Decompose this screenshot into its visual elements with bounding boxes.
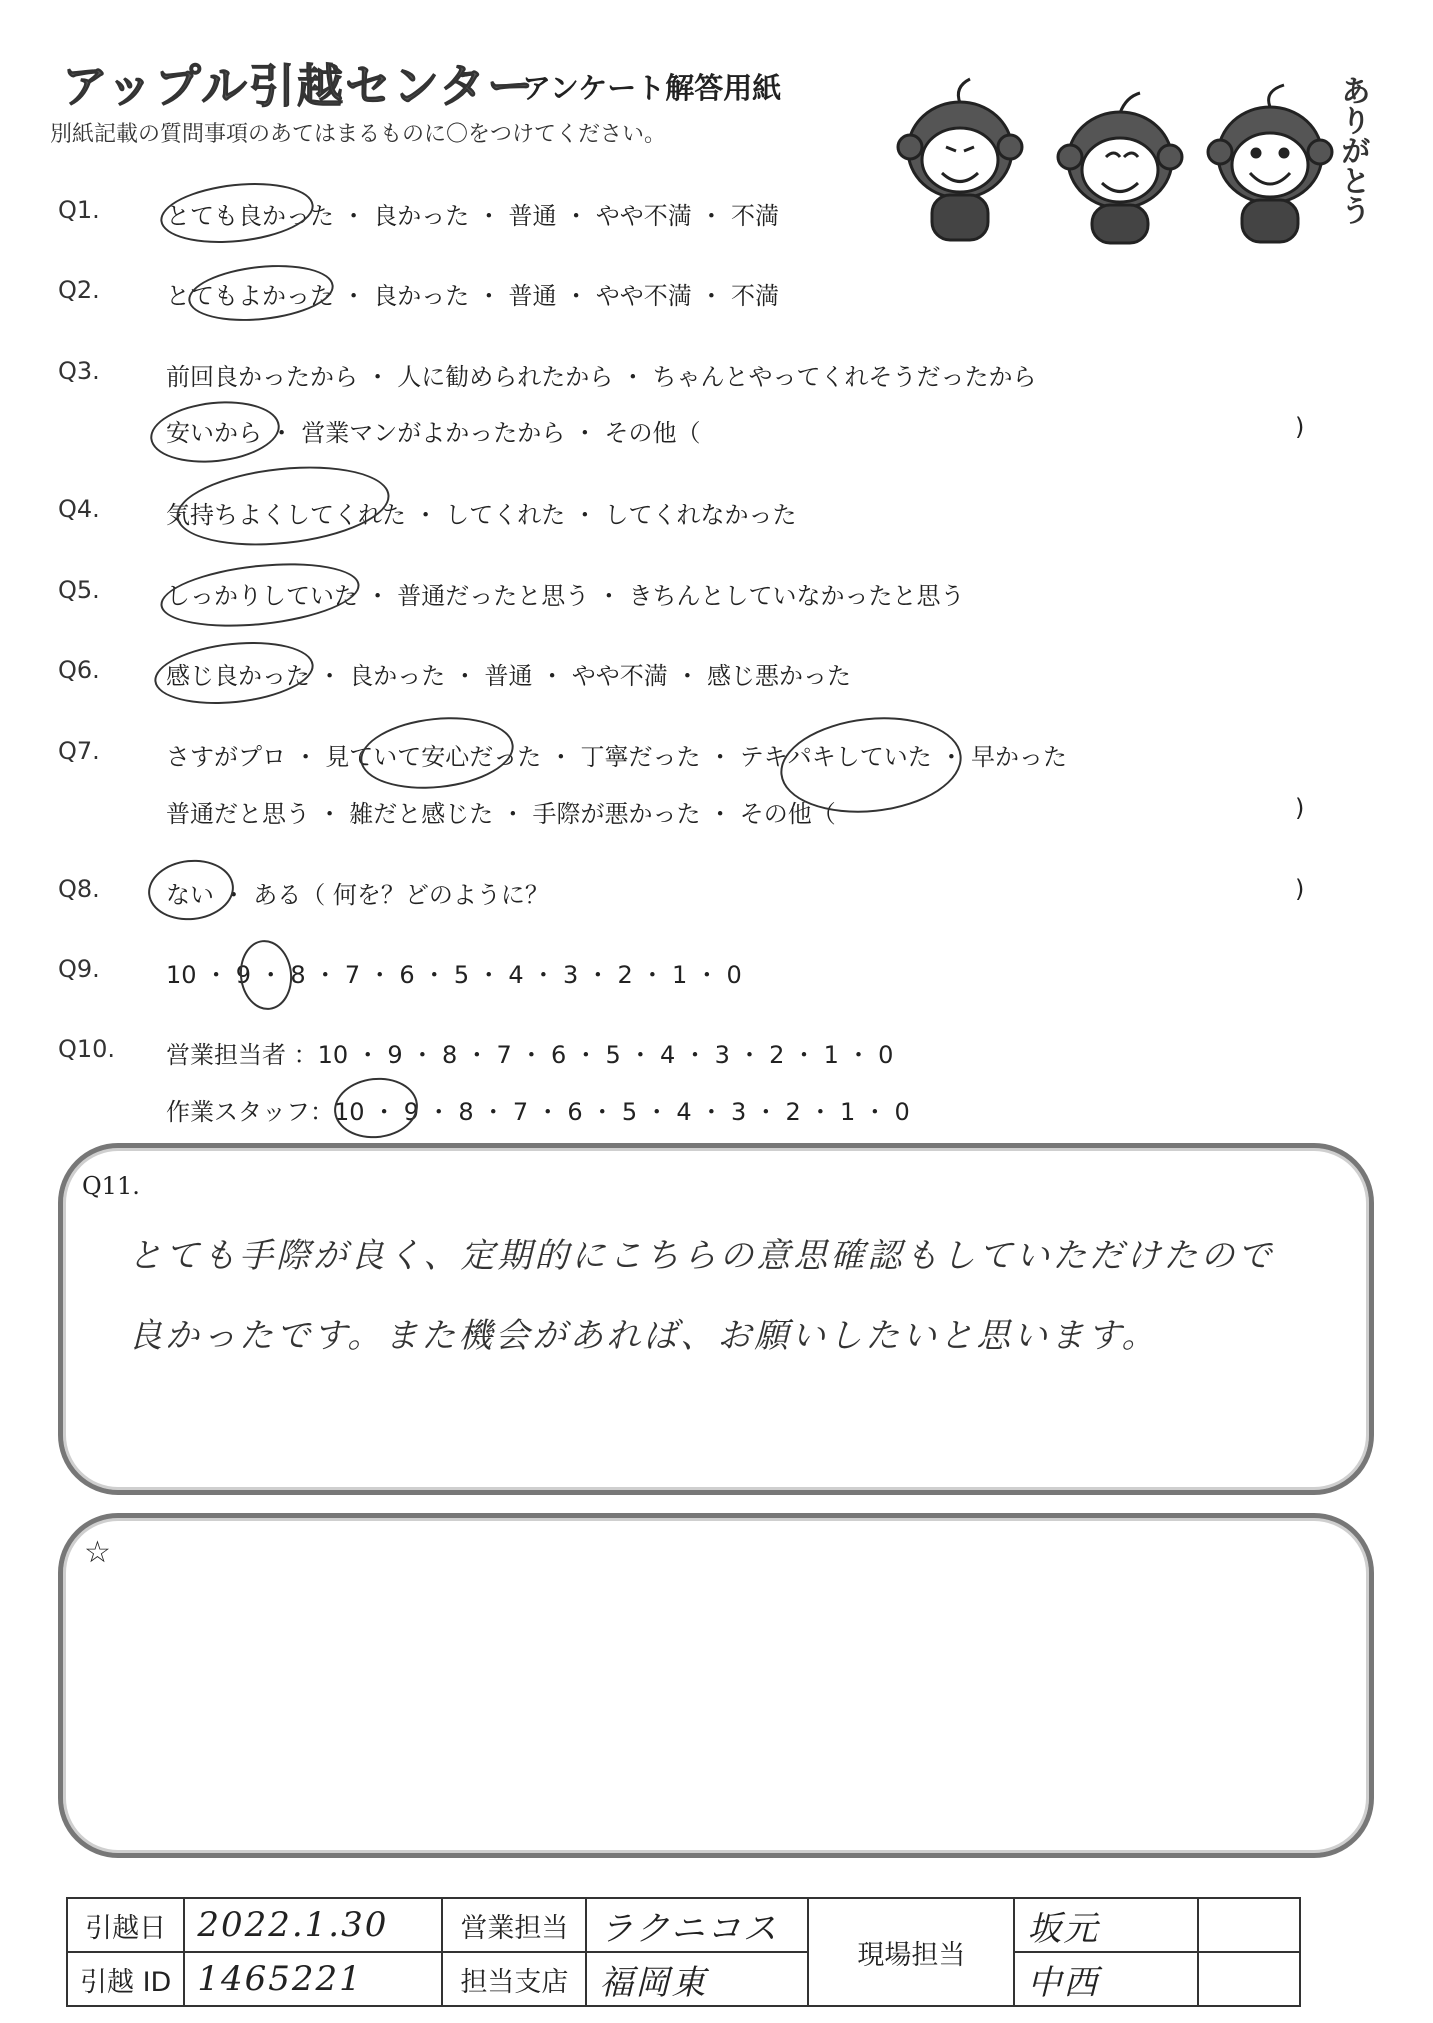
q2-options: とてもよかった ・ 良かった ・ 普通 ・ やや不満 ・ 不満 <box>166 282 780 310</box>
q3-options-line1: 前回良かったから ・ 人に勧められたから ・ ちゃんとやってくれそうだったから <box>166 363 1037 391</box>
q7-options-line1: さすがプロ ・ 見ていて安心だった ・ 丁寧だった ・ テキパキしていた ・ 早かった <box>166 743 1068 771</box>
q10-label: Q10. <box>58 1035 116 1063</box>
q4-options: 気持ちよくしてくれた ・ してくれた ・ してくれなかった <box>166 501 797 529</box>
branch-value: 福岡東 <box>586 1952 808 2006</box>
selection-circle <box>173 457 394 555</box>
selection-circle <box>145 856 237 925</box>
move-info-table <box>66 1897 1301 2007</box>
move-date-value: 2022.1.30 <box>184 1898 442 1952</box>
star-icon: ☆ <box>84 1535 111 1570</box>
q8-close-paren: ) <box>1295 875 1305 903</box>
sales-label: 営業担当 <box>442 1898 586 1952</box>
q8-label: Q8. <box>58 875 100 903</box>
selection-circle <box>157 555 362 636</box>
mascot-thanks-text: ありがとう <box>1335 75 1370 225</box>
q6-options: 感じ良かった ・ 良かった ・ 普通 ・ やや不満 ・ 感じ悪かった <box>166 662 852 690</box>
selection-circle <box>186 259 337 328</box>
site-staff2-value: 中西 <box>1014 1952 1198 2006</box>
q3-options-line2: 安いから ・ 営業マンがよかったから ・ その他（ <box>166 419 701 447</box>
q1-label: Q1. <box>58 196 100 224</box>
q8-options: ない ・ ある（ 何を？どのように？ <box>166 881 549 909</box>
site-label: 現場担当 <box>808 1898 1014 2006</box>
q6-label: Q6. <box>58 656 100 684</box>
mascot-illustration <box>880 55 1360 245</box>
site-staff1-value: 坂元 <box>1014 1898 1198 1952</box>
q3-label: Q3. <box>58 357 100 385</box>
form-instruction: 別紙記載の質問事項のあてはまるものに〇をつけてください。 <box>50 122 667 147</box>
q5-label: Q5. <box>58 576 100 604</box>
selection-circle <box>331 1074 421 1142</box>
selection-circle <box>236 937 295 1012</box>
q7-options-line2: 普通だと思う ・ 雑だと感じた ・ 手際が悪かった ・ その他（ <box>166 800 836 828</box>
selection-circle <box>157 176 316 250</box>
q7-label: Q7. <box>58 737 100 765</box>
q3-close-paren: ) <box>1295 413 1305 441</box>
move-id-label: 引越 ID <box>67 1952 184 2006</box>
company-title: アップル引越センター <box>62 59 536 113</box>
q9-label: Q9. <box>58 955 100 983</box>
blank-cell <box>1198 1898 1300 1952</box>
selection-circle <box>151 635 316 711</box>
branch-label: 担当支店 <box>442 1952 586 2006</box>
q10-staff-options: 作業スタッフ：10 ・ 9 ・ 8 ・ 7 ・ 6 ・ 5 ・ 4 ・ 3 ・ 2 ・ 1 ・ 0 <box>166 1098 910 1126</box>
q9-options: 10 ・ 9 ・ 8 ・ 7 ・ 6 ・ 5 ・ 4 ・ 3 ・ 2 ・ 1 ・ 0 <box>166 961 742 989</box>
q5-options: しっかりしていた ・ 普通だったと思う ・ きちんとしていなかったと思う <box>166 582 965 610</box>
q7-close-paren: ) <box>1295 794 1305 822</box>
q11-answer-line2: 良かったです。また機会があれば、お願いしたいと思います。 <box>128 1316 1159 1356</box>
q2-label: Q2. <box>58 276 100 304</box>
q4-label: Q4. <box>58 495 100 523</box>
q1-options: とても良かった ・ 良かった ・ 普通 ・ やや不満 ・ 不満 <box>166 202 780 230</box>
blank-cell <box>1198 1952 1300 2006</box>
q10-sales-options: 営業担当者 ：10 ・ 9 ・ 8 ・ 7 ・ 6 ・ 5 ・ 4 ・ 3 ・ 2 ・ 1 ・ 0 <box>166 1041 894 1069</box>
selection-circle <box>147 395 283 468</box>
form-subtitle: アンケート解答用紙 <box>522 71 782 105</box>
move-id-value: 1465221 <box>184 1952 442 2006</box>
q11-label: Q11. <box>82 1172 140 1200</box>
sales-value: ラクニコス <box>586 1898 808 1952</box>
q11-answer-line1: とても手際が良く、定期的にこちらの意思確認もしていただけたので <box>128 1236 1275 1276</box>
selection-circle <box>357 710 517 796</box>
star-comment-box <box>58 1513 1374 1858</box>
move-date-label: 引越日 <box>67 1898 184 1952</box>
